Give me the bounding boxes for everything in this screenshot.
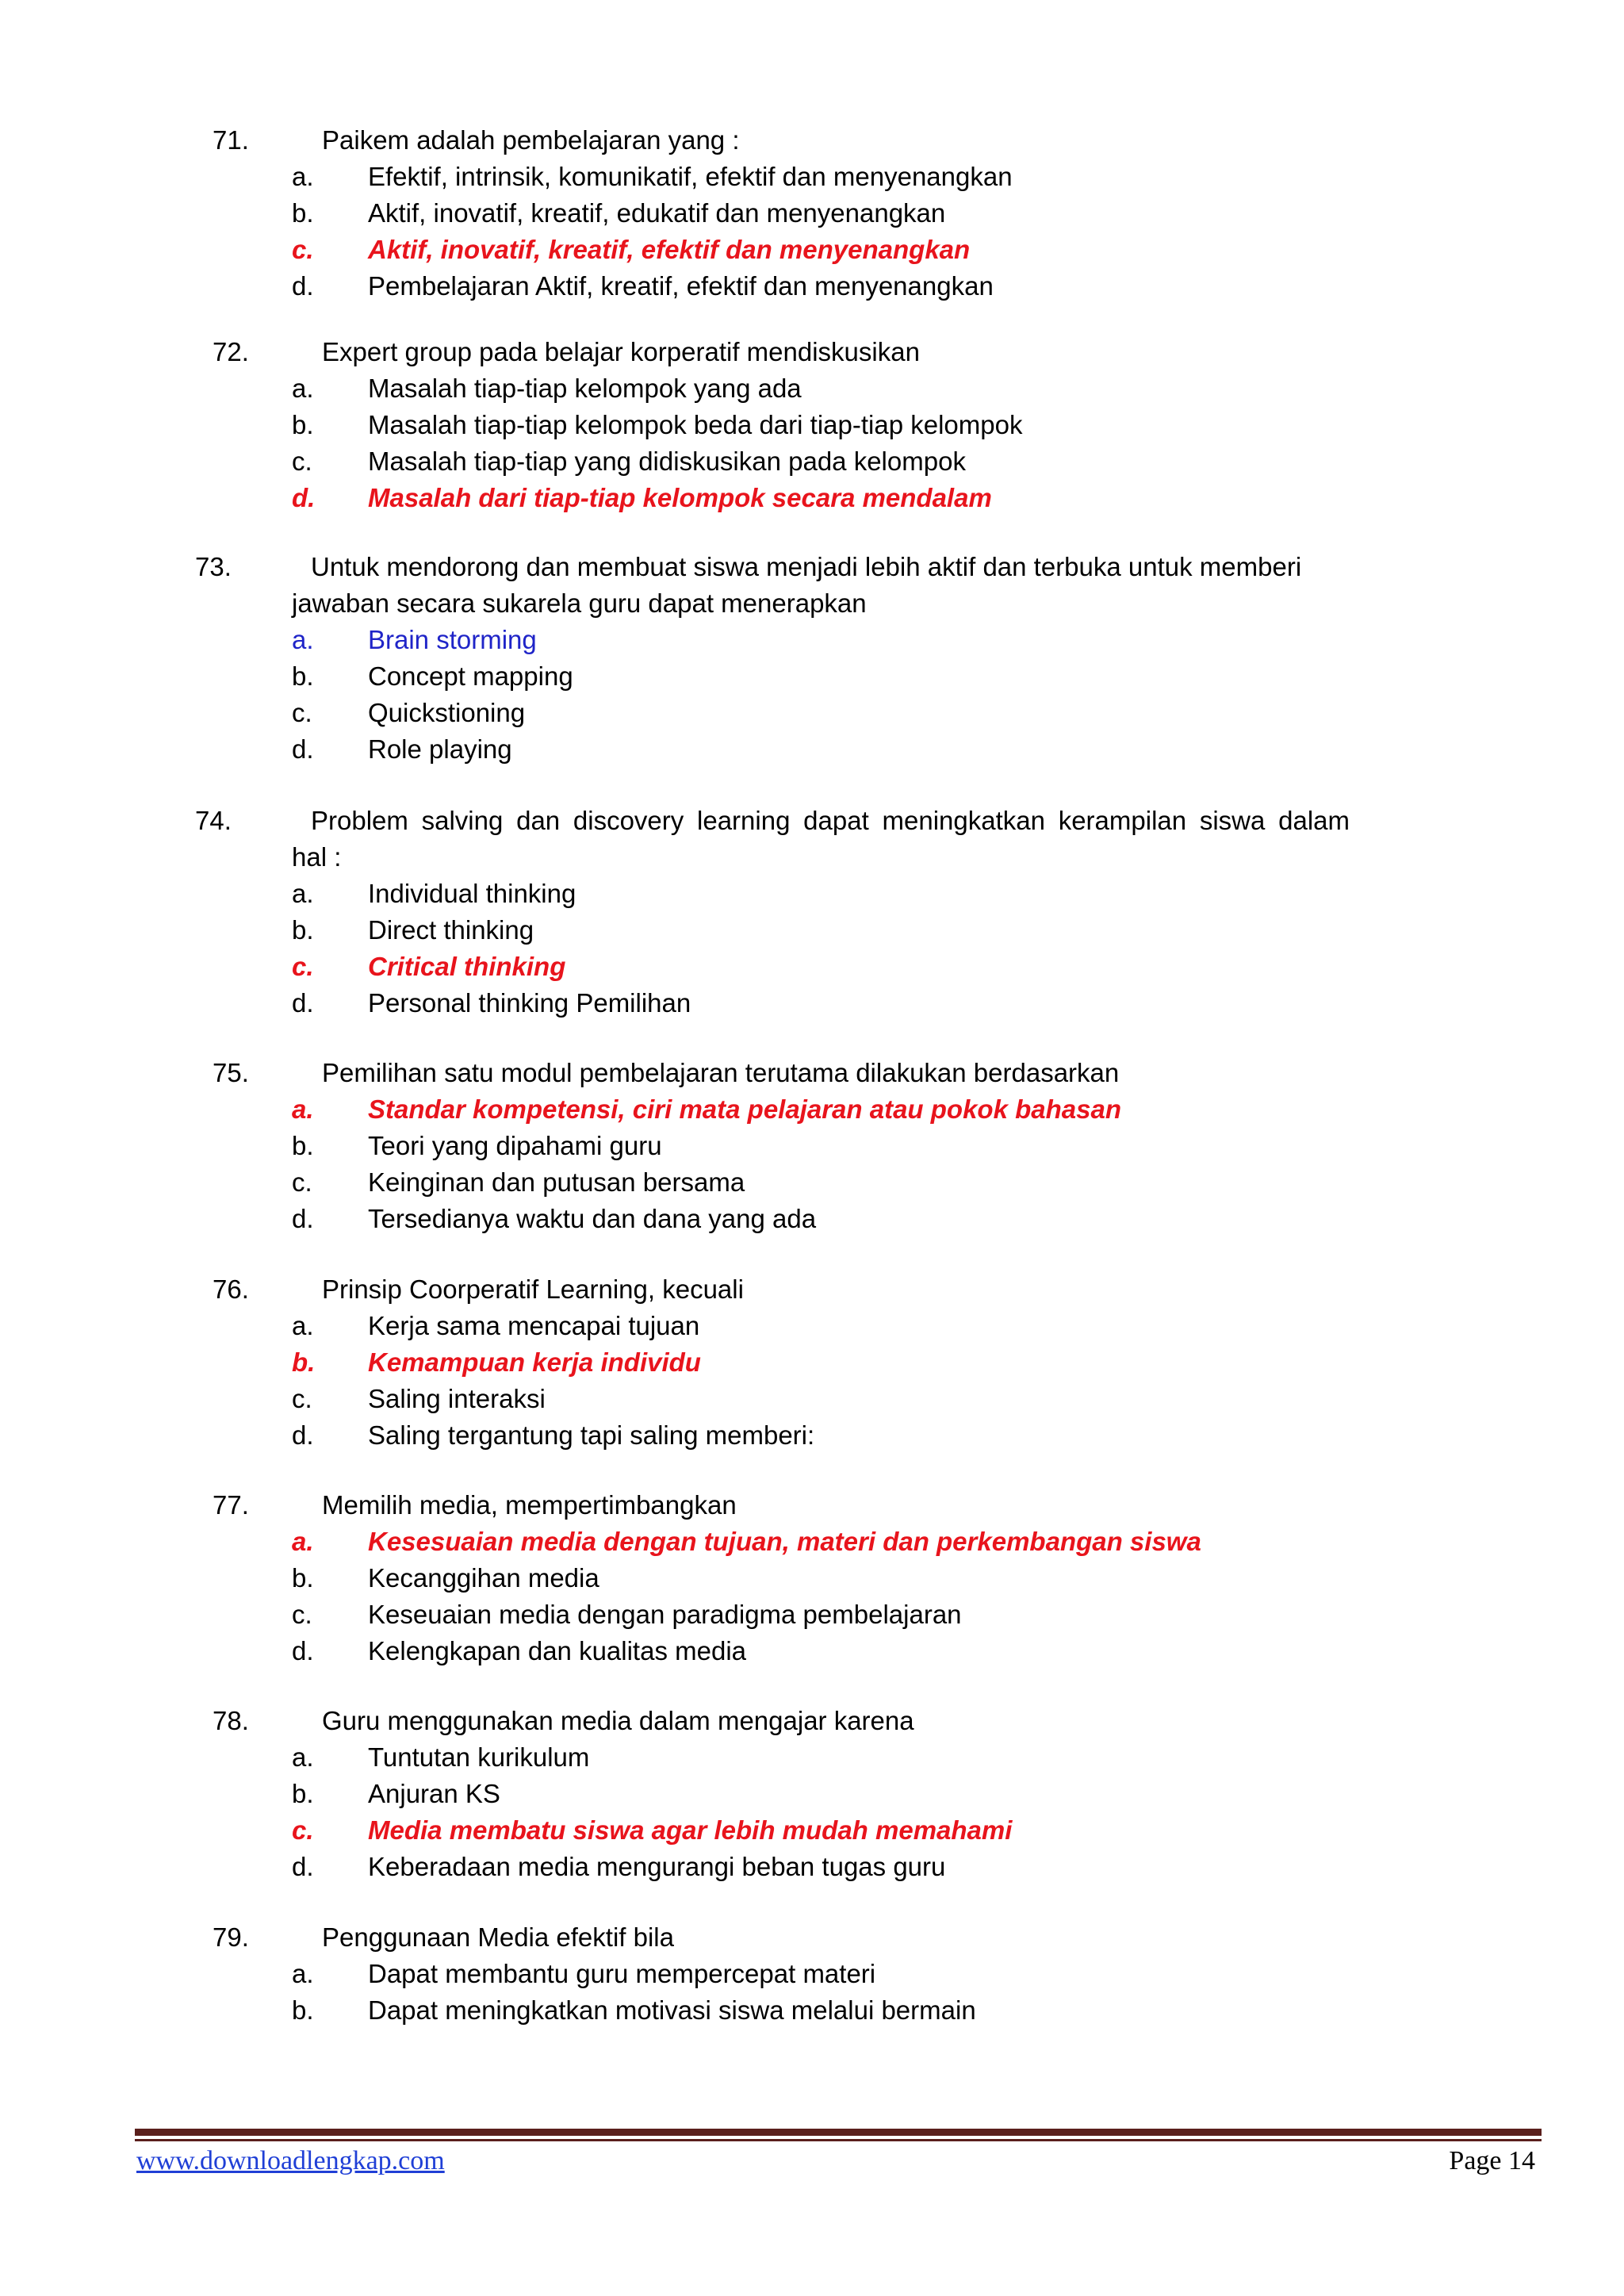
option-d [0, 1849, 1624, 1885]
question-text-continued: hal : [292, 842, 342, 872]
option-letter: c. [292, 1167, 312, 1197]
option-a-correct [0, 1091, 1624, 1128]
question-text-continued: jawaban secara sukarela guru dapat menerapkan [292, 588, 867, 618]
option-text: Anjuran KS [368, 1779, 500, 1808]
question-number: 76. [213, 1274, 249, 1304]
option-text: Brain storming [368, 625, 537, 654]
option-text: Efektif, intrinsik, komunikatif, efektif dan menyenangkan [368, 162, 1013, 191]
option-letter: d. [292, 988, 314, 1018]
option-text: Tuntutan kurikulum [368, 1742, 590, 1772]
option-text: Masalah tiap-tiap kelompok yang ada [368, 374, 802, 403]
option-c [0, 443, 1624, 480]
option-text: Masalah tiap-tiap kelompok beda dari tiap-tiap kelompok [368, 410, 1023, 439]
option-letter: a. [292, 1527, 314, 1556]
option-text: Kemampuan kerja individu [368, 1347, 701, 1377]
option-letter: a. [292, 1742, 314, 1772]
question-text: Problem salving dan discovery learning dapat meningkatkan kerampilan siswa dalam [311, 806, 1350, 835]
question-73 [0, 549, 1624, 768]
option-letter: d. [292, 1636, 314, 1665]
option-a-highlighted [0, 622, 1624, 658]
option-b [0, 407, 1624, 443]
option-a [0, 159, 1624, 195]
option-letter: b. [292, 1995, 314, 2025]
option-text: Masalah dari tiap-tiap kelompok secara mendalam [368, 483, 992, 512]
option-text: Critical thinking [368, 952, 566, 981]
option-letter: a. [292, 1311, 314, 1340]
option-a [0, 1956, 1624, 1992]
option-letter: b. [292, 661, 314, 691]
option-c-correct [0, 949, 1624, 985]
option-letter: d. [292, 1420, 314, 1450]
question-text: Paikem adalah pembelajaran yang : [322, 125, 740, 155]
option-text: Teori yang dipahami guru [368, 1131, 662, 1160]
option-text: Media membatu siswa agar lebih mudah memahami [368, 1815, 1013, 1845]
option-letter: c. [292, 1815, 314, 1845]
option-d [0, 1417, 1624, 1454]
option-b [0, 658, 1624, 695]
option-letter: c. [292, 1600, 312, 1629]
question-number: 77. [213, 1490, 249, 1520]
option-letter: b. [292, 198, 314, 228]
question-number: 78. [213, 1706, 249, 1735]
question-text: Expert group pada belajar korperatif mendiskusikan [322, 337, 920, 366]
option-letter: b. [292, 410, 314, 439]
option-letter: b. [292, 1131, 314, 1160]
question-number: 79. [213, 1922, 249, 1952]
option-d [0, 985, 1624, 1022]
question-number: 74. [195, 806, 232, 835]
question-text: Memilih media, mempertimbangkan [322, 1490, 737, 1520]
option-letter: d. [292, 1204, 314, 1233]
footer-website-link[interactable]: www.downloadlengkap.com [136, 2146, 445, 2175]
option-text: Dapat membantu guru mempercepat materi [368, 1959, 876, 1988]
option-letter: c. [292, 235, 314, 264]
option-text: Pembelajaran Aktif, kreatif, efektif dan menyenangkan [368, 271, 994, 301]
option-letter: c. [292, 698, 312, 727]
question-number: 73. [195, 552, 232, 581]
option-text: Kecanggihan media [368, 1563, 599, 1593]
option-letter: d. [292, 734, 314, 764]
option-text: Kesesuaian media dengan tujuan, materi dan perkembangan siswa [368, 1527, 1201, 1556]
option-letter: a. [292, 879, 314, 908]
option-text: Quickstioning [368, 698, 526, 727]
page-number: Page 14 [1449, 2146, 1535, 2175]
question-text: Penggunaan Media efektif bila [322, 1922, 674, 1952]
question-76 [0, 1271, 1624, 1454]
option-letter: d. [292, 483, 316, 512]
question-78 [0, 1703, 1624, 1885]
question-77 [0, 1487, 1624, 1669]
question-text: Untuk mendorong dan membuat siswa menjadi lebih aktif dan terbuka untuk memberi [311, 552, 1302, 581]
option-text: Saling tergantung tapi saling memberi: [368, 1420, 815, 1450]
option-d [0, 731, 1624, 768]
option-c [0, 695, 1624, 731]
question-71 [0, 122, 1624, 305]
option-text: Standar kompetensi, ciri mata pelajaran atau pokok bahasan [368, 1094, 1121, 1124]
option-text: Individual thinking [368, 879, 576, 908]
option-letter: b. [292, 1779, 314, 1808]
question-79 [0, 1919, 1624, 2029]
option-b [0, 1992, 1624, 2029]
option-text: Keinginan dan putusan bersama [368, 1167, 745, 1197]
option-b [0, 1560, 1624, 1596]
option-letter: a. [292, 1094, 314, 1124]
option-b [0, 1776, 1624, 1812]
option-d [0, 268, 1624, 305]
option-c-correct [0, 1812, 1624, 1849]
question-text: Prinsip Coorperatif Learning, kecuali [322, 1274, 744, 1304]
option-c [0, 1381, 1624, 1417]
option-text: Keberadaan media mengurangi beban tugas guru [368, 1852, 946, 1881]
option-text: Concept mapping [368, 661, 573, 691]
option-letter: c. [292, 1384, 312, 1413]
option-a [0, 1308, 1624, 1344]
option-text: Personal thinking Pemilihan [368, 988, 691, 1018]
option-a [0, 876, 1624, 912]
option-text: Aktif, inovatif, kreatif, efektif dan menyenangkan [368, 235, 971, 264]
option-text: Kelengkapan dan kualitas media [368, 1636, 747, 1665]
option-text: Dapat meningkatkan motivasi siswa melalui bermain [368, 1995, 976, 2025]
question-75 [0, 1055, 1624, 1237]
option-letter: a. [292, 625, 314, 654]
option-letter: c. [292, 447, 312, 476]
option-c [0, 1596, 1624, 1633]
option-d [0, 1633, 1624, 1669]
option-b [0, 1128, 1624, 1164]
option-letter: a. [292, 374, 314, 403]
question-74 [0, 803, 1624, 1022]
option-b [0, 912, 1624, 949]
option-letter: b. [292, 1347, 316, 1377]
question-number: 71. [213, 125, 249, 155]
option-text: Aktif, inovatif, kreatif, edukatif dan menyenangkan [368, 198, 946, 228]
option-a [0, 1739, 1624, 1776]
option-letter: d. [292, 271, 314, 301]
option-letter: b. [292, 1563, 314, 1593]
option-a-correct [0, 1524, 1624, 1560]
option-text: Saling interaksi [368, 1384, 546, 1413]
option-c-correct [0, 232, 1624, 268]
question-number: 75. [213, 1058, 249, 1087]
question-number: 72. [213, 337, 249, 366]
option-letter: c. [292, 952, 314, 981]
option-text: Direct thinking [368, 915, 534, 945]
question-text: Guru menggunakan media dalam mengajar karena [322, 1706, 914, 1735]
option-letter: a. [292, 1959, 314, 1988]
option-d [0, 1201, 1624, 1237]
option-text: Tersedianya waktu dan dana yang ada [368, 1204, 817, 1233]
option-d-correct [0, 480, 1624, 516]
option-letter: d. [292, 1852, 314, 1881]
question-72 [0, 334, 1624, 516]
option-text: Masalah tiap-tiap yang didiskusikan pada kelompok [368, 447, 966, 476]
option-b [0, 195, 1624, 232]
option-b-correct [0, 1344, 1624, 1381]
option-text: Role playing [368, 734, 512, 764]
footer-divider [135, 2129, 1542, 2136]
question-text: Pemilihan satu modul pembelajaran terutama dilakukan berdasarkan [322, 1058, 1120, 1087]
option-letter: b. [292, 915, 314, 945]
option-c [0, 1164, 1624, 1201]
option-a [0, 370, 1624, 407]
option-text: Keseuaian media dengan paradigma pembelajaran [368, 1600, 962, 1629]
option-letter: a. [292, 162, 314, 191]
option-text: Kerja sama mencapai tujuan [368, 1311, 700, 1340]
